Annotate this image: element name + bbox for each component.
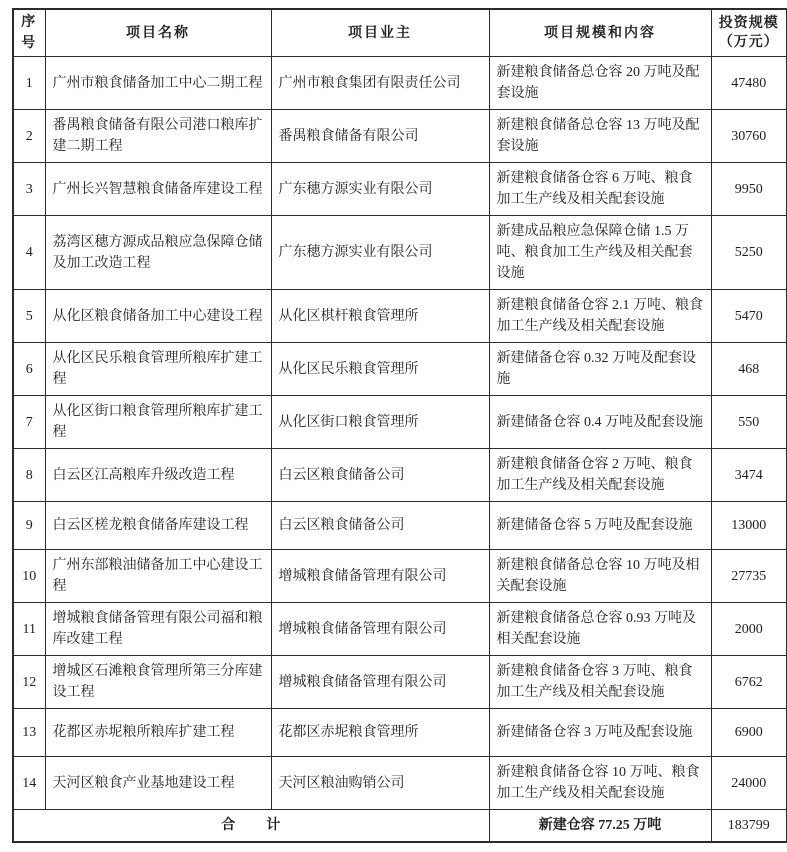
cell-owner: 番禺粮食储备有限公司 — [271, 110, 489, 163]
cell-owner: 从化区民乐粮食管理所 — [271, 343, 489, 396]
cell-owner: 白云区粮食储备公司 — [271, 449, 489, 502]
table-row — [13, 603, 787, 656]
cell-scale: 新建粮食储备仓容 3 万吨、粮食加工生产线及相关配套设施 — [489, 656, 711, 709]
cell-investment: 27735 — [711, 550, 787, 603]
cell-no: 8 — [13, 449, 45, 502]
cell-investment: 6900 — [711, 709, 787, 757]
total-scale: 新建仓容 77.25 万吨 — [489, 810, 711, 842]
cell-name: 广州长兴智慧粮食储备库建设工程 — [45, 163, 271, 216]
cell-scale: 新建粮食储备总仓容 0.93 万吨及相关配套设施 — [489, 603, 711, 656]
cell-owner: 广东穗方源实业有限公司 — [271, 216, 489, 290]
cell-name: 白云区槎龙粮食储备库建设工程 — [45, 502, 271, 550]
col-header-scale: 项目规模和内容 — [489, 9, 711, 57]
cell-no: 5 — [13, 290, 45, 343]
cell-owner: 花都区赤坭粮食管理所 — [271, 709, 489, 757]
cell-name: 从化区民乐粮食管理所粮库扩建工程 — [45, 343, 271, 396]
cell-no: 10 — [13, 550, 45, 603]
cell-investment: 47480 — [711, 57, 787, 110]
cell-investment: 30760 — [711, 110, 787, 163]
col-header-name: 项目名称 — [45, 9, 271, 57]
cell-owner: 增城粮食储备管理有限公司 — [271, 550, 489, 603]
col-header-no: 序号 — [13, 9, 45, 57]
table-row — [13, 709, 787, 757]
cell-name: 天河区粮食产业基地建设工程 — [45, 757, 271, 810]
cell-investment: 13000 — [711, 502, 787, 550]
cell-investment: 9950 — [711, 163, 787, 216]
table-row — [13, 110, 787, 163]
cell-scale: 新建粮食储备仓容 2 万吨、粮食加工生产线及相关配套设施 — [489, 449, 711, 502]
cell-name: 广州市粮食储备加工中心二期工程 — [45, 57, 271, 110]
cell-owner: 广州市粮食集团有限责任公司 — [271, 57, 489, 110]
projects-table-container — [12, 8, 786, 843]
col-header-investment-line2: （万元） — [718, 35, 779, 50]
cell-name: 增城区石滩粮食管理所第三分库建设工程 — [45, 656, 271, 709]
cell-name: 从化区街口粮食管理所粮库扩建工程 — [45, 396, 271, 449]
table-row — [13, 550, 787, 603]
cell-no: 3 — [13, 163, 45, 216]
table-row — [13, 502, 787, 550]
cell-investment: 550 — [711, 396, 787, 449]
cell-owner: 增城粮食储备管理有限公司 — [271, 656, 489, 709]
total-label: 合 计 — [13, 810, 489, 842]
cell-no: 11 — [13, 603, 45, 656]
cell-scale: 新建粮食储备仓容 10 万吨、粮食加工生产线及相关配套设施 — [489, 757, 711, 810]
cell-scale: 新建粮食储备总仓容 13 万吨及配套设施 — [489, 110, 711, 163]
cell-investment: 3474 — [711, 449, 787, 502]
cell-investment: 468 — [711, 343, 787, 396]
cell-scale: 新建储备仓容 0.32 万吨及配套设施 — [489, 343, 711, 396]
cell-scale: 新建储备仓容 0.4 万吨及配套设施 — [489, 396, 711, 449]
table-row — [13, 290, 787, 343]
total-investment: 183799 — [711, 810, 787, 842]
cell-name: 增城粮食储备管理有限公司福和粮库改建工程 — [45, 603, 271, 656]
cell-no: 14 — [13, 757, 45, 810]
projects-table — [12, 8, 787, 843]
cell-investment: 5470 — [711, 290, 787, 343]
cell-investment: 6762 — [711, 656, 787, 709]
table-row — [13, 57, 787, 110]
cell-owner: 从化区街口粮食管理所 — [271, 396, 489, 449]
cell-name: 番禺粮食储备有限公司港口粮库扩建二期工程 — [45, 110, 271, 163]
cell-scale: 新建粮食储备总仓容 20 万吨及配套设施 — [489, 57, 711, 110]
table-row — [13, 163, 787, 216]
cell-owner: 天河区粮油购销公司 — [271, 757, 489, 810]
cell-name: 花都区赤坭粮所粮库扩建工程 — [45, 709, 271, 757]
cell-no: 12 — [13, 656, 45, 709]
cell-name: 从化区粮食储备加工中心建设工程 — [45, 290, 271, 343]
col-header-investment — [711, 9, 787, 57]
cell-no: 6 — [13, 343, 45, 396]
table-row — [13, 656, 787, 709]
cell-scale: 新建储备仓容 5 万吨及配套设施 — [489, 502, 711, 550]
cell-scale: 新建粮食储备总仓容 10 万吨及相关配套设施 — [489, 550, 711, 603]
cell-owner: 从化区棋杆粮食管理所 — [271, 290, 489, 343]
table-row — [13, 216, 787, 290]
cell-no: 9 — [13, 502, 45, 550]
cell-name: 荔湾区穗方源成品粮应急保障仓储及加工改造工程 — [45, 216, 271, 290]
cell-no: 13 — [13, 709, 45, 757]
table-row — [13, 396, 787, 449]
cell-scale: 新建粮食储备仓容 2.1 万吨、粮食加工生产线及相关配套设施 — [489, 290, 711, 343]
cell-name: 白云区江高粮库升级改造工程 — [45, 449, 271, 502]
cell-no: 7 — [13, 396, 45, 449]
col-header-investment-line1: 投资规模 — [718, 16, 779, 31]
cell-owner: 白云区粮食储备公司 — [271, 502, 489, 550]
cell-no: 4 — [13, 216, 45, 290]
table-row — [13, 757, 787, 810]
header-row — [13, 9, 787, 57]
table-row — [13, 449, 787, 502]
cell-investment: 24000 — [711, 757, 787, 810]
cell-investment: 5250 — [711, 216, 787, 290]
cell-name: 广州东部粮油储备加工中心建设工程 — [45, 550, 271, 603]
col-header-owner: 项目业主 — [271, 9, 489, 57]
cell-scale: 新建储备仓容 3 万吨及配套设施 — [489, 709, 711, 757]
cell-no: 1 — [13, 57, 45, 110]
cell-owner: 广东穗方源实业有限公司 — [271, 163, 489, 216]
cell-owner: 增城粮食储备管理有限公司 — [271, 603, 489, 656]
cell-scale: 新建成品粮应急保障仓储 1.5 万吨、粮食加工生产线及相关配套设施 — [489, 216, 711, 290]
cell-no: 2 — [13, 110, 45, 163]
cell-investment: 2000 — [711, 603, 787, 656]
total-row — [13, 810, 787, 842]
cell-scale: 新建粮食储备仓容 6 万吨、粮食加工生产线及相关配套设施 — [489, 163, 711, 216]
table-row — [13, 343, 787, 396]
